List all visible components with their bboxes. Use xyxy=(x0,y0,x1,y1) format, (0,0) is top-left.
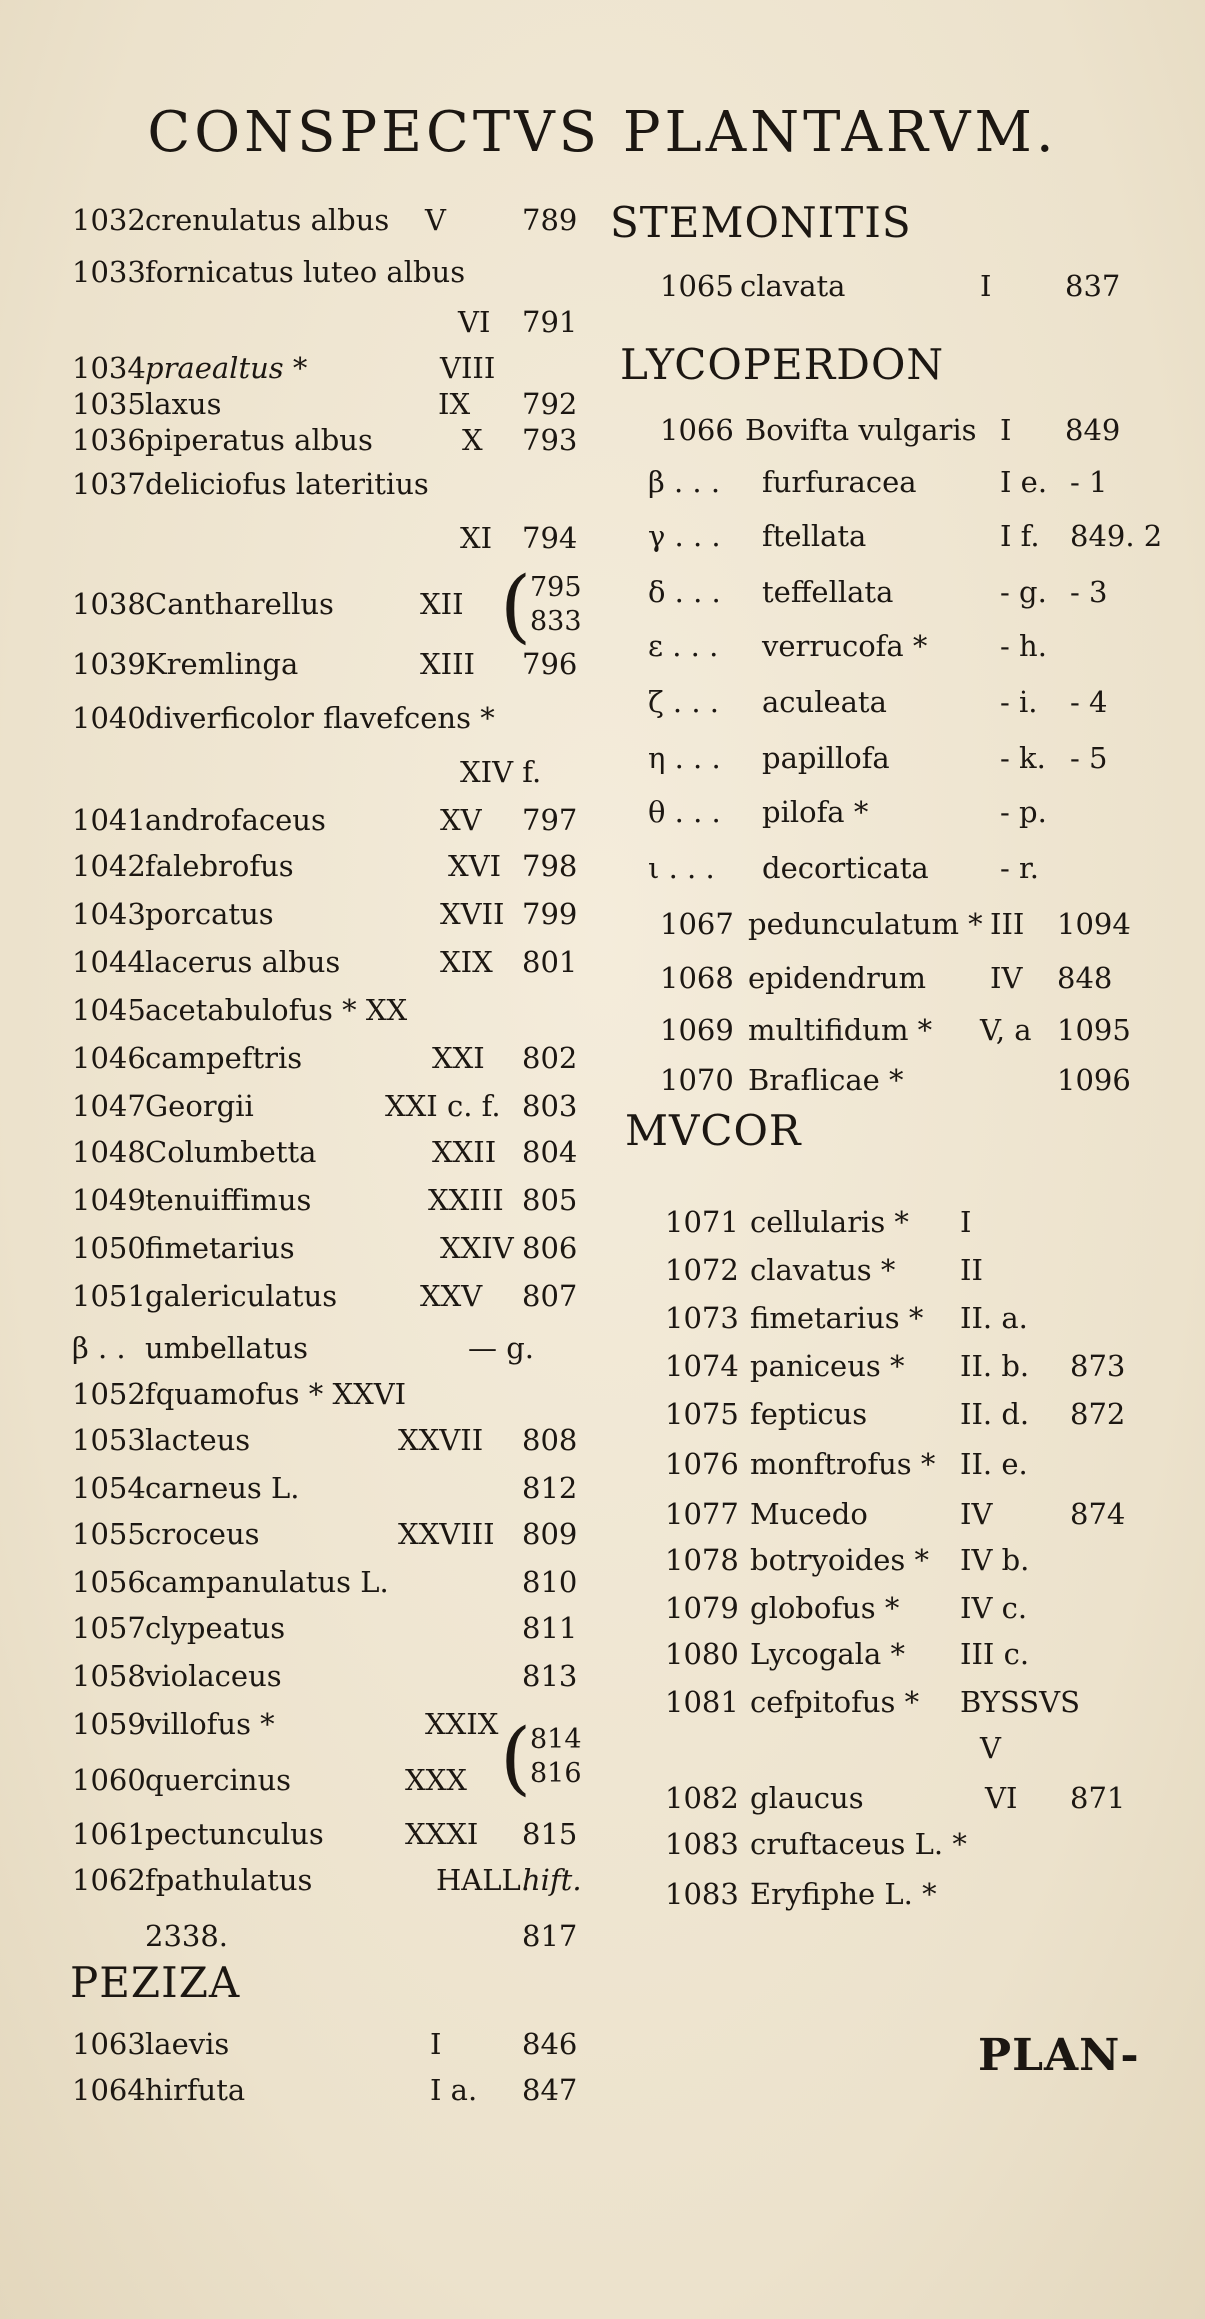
entry-plate: XXVIII xyxy=(398,1517,495,1551)
entry-page: 813 xyxy=(522,1659,578,1693)
entry-name: carneus L. xyxy=(145,1471,300,1505)
entry-plate: BYSSVS xyxy=(960,1685,1080,1719)
entry-number: ι . . . xyxy=(648,851,715,885)
catalog-entry xyxy=(0,1916,600,1956)
brace-glyph: ( xyxy=(500,559,532,652)
entry-page: 837 xyxy=(1065,269,1121,303)
catalog-entry xyxy=(0,1420,600,1460)
entry-name: crenulatus albus xyxy=(145,203,390,237)
catalog-entry xyxy=(600,1728,1205,1768)
entry-number: 1040 xyxy=(72,701,146,735)
entry-number: ζ . . . xyxy=(648,685,720,719)
entry-plate: V, a xyxy=(980,1013,1032,1047)
entry-name: clypeatus xyxy=(145,1611,286,1645)
entry-plate: XXIII xyxy=(428,1183,504,1217)
entry-number: 1076 xyxy=(665,1447,739,1481)
entry-plate: I xyxy=(960,1205,972,1239)
entry-name: androfaceus xyxy=(145,803,326,837)
entry-plate: II xyxy=(960,1253,983,1287)
entry-page: hift. xyxy=(522,1863,582,1897)
catalog-entry xyxy=(0,990,600,1030)
entry-plate: IV c. xyxy=(960,1591,1028,1625)
entry-plate: X xyxy=(462,423,483,457)
entry-page: 811 xyxy=(522,1611,578,1645)
entry-page: 817 xyxy=(522,1919,578,1953)
entry-number: 1062 xyxy=(72,1863,146,1897)
entry-plate: IV xyxy=(990,961,1023,995)
entry-number: 1055 xyxy=(72,1517,146,1551)
entry-number: 1081 xyxy=(665,1685,739,1719)
entry-number: 1083 xyxy=(665,1827,739,1861)
entry-page: 805 xyxy=(522,1183,578,1217)
entry-number: 1080 xyxy=(665,1637,739,1671)
catalog-entry xyxy=(600,1250,1205,1290)
entry-page: 1096 xyxy=(1057,1063,1131,1097)
entry-number: 1045 xyxy=(72,993,146,1027)
entry-name: falebrofus xyxy=(145,849,294,883)
entry-name: Bovifta vulgaris xyxy=(745,413,977,447)
catalog-entry xyxy=(0,1562,600,1602)
entry-page: 792 xyxy=(522,387,578,421)
entry-page: 848 xyxy=(1057,961,1113,995)
catalog-entry xyxy=(0,1276,600,1316)
entry-plate: XXX xyxy=(405,1763,467,1797)
catalog-entry xyxy=(0,384,600,424)
entry-page: 873 xyxy=(1070,1349,1126,1383)
entry-plate: I xyxy=(430,2027,442,2061)
entry-plate: I a. xyxy=(430,2073,478,2107)
entry-plate: I e. xyxy=(1000,465,1048,499)
entry-plate: XXVII xyxy=(398,1423,484,1457)
catalog-entry xyxy=(0,1038,600,1078)
entry-plate: XXIV xyxy=(440,1231,514,1265)
entry-name: piperatus albus xyxy=(145,423,373,457)
brace-bottom-page: 816 xyxy=(530,1758,582,1789)
entry-number: 1077 xyxy=(665,1497,739,1531)
entry-number: 1032 xyxy=(72,203,146,237)
entry-plate: - g. xyxy=(1000,575,1047,609)
catalog-entry xyxy=(600,904,1205,944)
entry-plate: XII xyxy=(420,587,464,621)
entry-page: 802 xyxy=(522,1041,578,1075)
entry-number: 1035 xyxy=(72,387,146,421)
catalog-entry xyxy=(600,1394,1205,1434)
entry-number: 1041 xyxy=(72,803,146,837)
catalog-entry xyxy=(0,1860,600,1900)
entry-page: 794 xyxy=(522,521,578,555)
entry-name: clavata xyxy=(740,269,846,303)
entry-number: 1049 xyxy=(72,1183,146,1217)
entry-plate: IV b. xyxy=(960,1543,1030,1577)
catalog-entry xyxy=(600,1346,1205,1386)
entry-page: 799 xyxy=(522,897,578,931)
catalog-entry xyxy=(0,1468,600,1508)
entry-number: 1051 xyxy=(72,1279,146,1313)
entry-name: multifidum * xyxy=(748,1013,933,1047)
entry-number: 1057 xyxy=(72,1611,146,1645)
entry-plate: XXIX xyxy=(425,1707,499,1741)
entry-page: 872 xyxy=(1070,1397,1126,1431)
entry-page: 797 xyxy=(522,803,578,837)
entry-name: fepticus xyxy=(750,1397,868,1431)
entry-number: 1042 xyxy=(72,849,146,883)
catalog-entry xyxy=(0,302,600,342)
entry-number: β . . xyxy=(72,1331,126,1365)
entry-page: 815 xyxy=(522,1817,578,1851)
brace-top-page: 814 xyxy=(530,1724,582,1755)
entry-plate: V xyxy=(980,1731,1001,1765)
entry-name: verrucofa * xyxy=(762,629,928,663)
catalog-entry xyxy=(600,462,1205,502)
brace-top-page: 795 xyxy=(530,572,582,603)
entry-number: γ . . . xyxy=(648,519,721,553)
entry-number: 1034 xyxy=(72,351,146,385)
catalog-entry xyxy=(0,464,600,504)
entry-plate: I xyxy=(1000,413,1012,447)
entry-number: 1043 xyxy=(72,897,146,931)
entry-number: 1067 xyxy=(660,907,734,941)
entry-plate: IX xyxy=(438,387,471,421)
entry-name: Braflicae * xyxy=(748,1063,904,1097)
catalog-entry xyxy=(600,1202,1205,1242)
entry-plate: XIII xyxy=(420,647,476,681)
entry-page: 874 xyxy=(1070,1497,1126,1531)
entry-name: porcatus xyxy=(145,897,274,931)
entry-number: 1071 xyxy=(665,1205,739,1239)
genus-heading-peziza: PEZIZA xyxy=(70,1958,241,2007)
entry-plate: III c. xyxy=(960,1637,1030,1671)
entry-plate: IV xyxy=(960,1497,993,1531)
entry-name: quercinus xyxy=(145,1763,292,1797)
entry-name: teffellata xyxy=(762,575,894,609)
genus-heading-lycoperdon: LYCOPERDON xyxy=(620,340,945,389)
entry-page: - 3 xyxy=(1070,575,1108,609)
catalog-entry xyxy=(0,252,600,292)
brace-bottom-page: 833 xyxy=(530,606,582,637)
catalog-entry xyxy=(600,572,1205,612)
entry-number: 1058 xyxy=(72,1659,146,1693)
entry-number: 1039 xyxy=(72,647,146,681)
entry-number: η . . . xyxy=(648,741,721,775)
entry-number: 1054 xyxy=(72,1471,146,1505)
entry-number: θ . . . xyxy=(648,795,721,829)
entry-page: 803 xyxy=(522,1089,578,1123)
catalog-entry xyxy=(600,1444,1205,1484)
entry-name: Columbetta xyxy=(145,1135,317,1169)
catalog-entry xyxy=(600,958,1205,998)
entry-plate: II. e. xyxy=(960,1447,1028,1481)
entry-name: Lycogala * xyxy=(750,1637,905,1671)
catalog-entry xyxy=(600,792,1205,832)
entry-name: fimetarius * xyxy=(750,1301,924,1335)
entry-number: 1061 xyxy=(72,1817,146,1851)
entry-plate: XVI xyxy=(448,849,502,883)
entry-name: papillofa xyxy=(762,741,890,775)
entry-plate: III xyxy=(990,907,1025,941)
entry-name: campeftris xyxy=(145,1041,303,1075)
entry-page: 793 xyxy=(522,423,578,457)
catalog-entry xyxy=(600,1060,1205,1100)
entry-name: aculeata xyxy=(762,685,887,719)
entry-name: 2338. xyxy=(145,1919,229,1953)
entry-name: monftrofus * xyxy=(750,1447,936,1481)
entry-page: - 5 xyxy=(1070,741,1108,775)
catalog-entry xyxy=(0,1086,600,1126)
entry-name: Eryfiphe L. * xyxy=(750,1877,937,1911)
entry-number: 1036 xyxy=(72,423,146,457)
catalog-entry xyxy=(0,1814,600,1854)
entry-name: botryoides * xyxy=(750,1543,929,1577)
entry-plate: XXI c. f. xyxy=(385,1089,501,1123)
entry-name: laevis xyxy=(145,2027,230,2061)
catalog-entry xyxy=(0,1374,600,1414)
catalog-entry xyxy=(0,1656,600,1696)
catalog-entry xyxy=(0,1328,600,1368)
entry-page: 849. 2 xyxy=(1070,519,1163,553)
entry-number: 1073 xyxy=(665,1301,739,1335)
entry-plate: VI xyxy=(458,305,491,339)
entry-number: 1074 xyxy=(665,1349,739,1383)
catalog-entry xyxy=(0,894,600,934)
entry-name: fquamofus * XXVI xyxy=(145,1377,407,1411)
entry-number: 1065 xyxy=(660,269,734,303)
entry-name: epidendrum xyxy=(748,961,927,995)
entry-plate: - r. xyxy=(1000,851,1039,885)
entry-plate: XXXI xyxy=(405,1817,479,1851)
entry-name: Kremlinga xyxy=(145,647,299,681)
entry-number: 1059 xyxy=(72,1707,146,1741)
entry-number: 1038 xyxy=(72,587,146,621)
catalog-entry xyxy=(600,1588,1205,1628)
catalog-entry xyxy=(600,266,1205,306)
entry-page: 791 xyxy=(522,305,578,339)
entry-name: cellularis * xyxy=(750,1205,909,1239)
entry-name: villofus * xyxy=(145,1707,275,1741)
entry-name: fpathulatus xyxy=(145,1863,313,1897)
entry-number: β . . . xyxy=(648,465,721,499)
entry-number: 1050 xyxy=(72,1231,146,1265)
entry-name: cruftaceus L. * xyxy=(750,1827,967,1861)
entry-number: ε . . . xyxy=(648,629,719,663)
entry-name: campanulatus L. xyxy=(145,1565,389,1599)
entry-plate: - k. xyxy=(1000,741,1046,775)
entry-plate: - p. xyxy=(1000,795,1047,829)
catalog-entry xyxy=(600,1010,1205,1050)
entry-name: Cantharellus xyxy=(145,587,334,621)
catalog-entry xyxy=(0,942,600,982)
entry-plate: I f. xyxy=(1000,519,1040,553)
entry-page: 789 xyxy=(522,203,578,237)
entry-number: 1079 xyxy=(665,1591,739,1625)
page-title: CONSPECTVS PLANTARVM. xyxy=(147,100,1058,165)
entry-number: 1060 xyxy=(72,1763,146,1797)
entry-plate: II. d. xyxy=(960,1397,1030,1431)
entry-name: tenuiffimus xyxy=(145,1183,312,1217)
catalog-entry xyxy=(0,1608,600,1648)
catalog-entry xyxy=(0,800,600,840)
entry-name: lacerus albus xyxy=(145,945,341,979)
brace-glyph: ( xyxy=(500,1711,532,1804)
catalog-entry xyxy=(0,1180,600,1220)
entry-number: 1063 xyxy=(72,2027,146,2061)
entry-plate: XI xyxy=(460,521,493,555)
entry-number: 1047 xyxy=(72,1089,146,1123)
entry-name: fornicatus luteo albus xyxy=(145,255,466,289)
entry-plate: V xyxy=(425,203,446,237)
catalog-entry xyxy=(600,738,1205,778)
entry-page: 846 xyxy=(522,2027,578,2061)
catalog-entry xyxy=(600,1778,1205,1818)
entry-page: 810 xyxy=(522,1565,578,1599)
entry-name: pedunculatum * xyxy=(748,907,983,941)
catalog-entry xyxy=(0,518,600,558)
entry-plate: XXV xyxy=(420,1279,483,1313)
entry-number: 1033 xyxy=(72,255,146,289)
entry-page: 807 xyxy=(522,1279,578,1313)
entry-number: 1052 xyxy=(72,1377,146,1411)
entry-name: paniceus * xyxy=(750,1349,905,1383)
catalog-entry xyxy=(0,846,600,886)
catalog-entry xyxy=(600,1824,1205,1864)
entry-number: δ . . . xyxy=(648,575,721,609)
entry-number: 1069 xyxy=(660,1013,734,1047)
entry-number: 1072 xyxy=(665,1253,739,1287)
catalog-entry xyxy=(0,2024,600,2064)
entry-name: acetabulofus * XX xyxy=(145,993,408,1027)
entry-name: decorticata xyxy=(762,851,929,885)
entry-plate: XIX xyxy=(440,945,493,979)
entry-page: 849 xyxy=(1065,413,1121,447)
entry-number: 1070 xyxy=(660,1063,734,1097)
entry-page: 806 xyxy=(522,1231,578,1265)
catalog-entry xyxy=(600,1682,1205,1722)
entry-number: 1066 xyxy=(660,413,734,447)
entry-plate: VIII xyxy=(440,351,496,385)
entry-page: 809 xyxy=(522,1517,578,1551)
entry-number: 1075 xyxy=(665,1397,739,1431)
entry-number: 1053 xyxy=(72,1423,146,1457)
entry-name: umbellatus xyxy=(145,1331,308,1365)
entry-name: galericulatus xyxy=(145,1279,338,1313)
catalog-entry xyxy=(600,1494,1205,1534)
entry-plate: HALL. xyxy=(436,1863,530,1897)
entry-plate: II. a. xyxy=(960,1301,1028,1335)
catalog-entry xyxy=(600,1540,1205,1580)
entry-number: 1046 xyxy=(72,1041,146,1075)
entry-name: globofus * xyxy=(750,1591,900,1625)
catalog-entry xyxy=(0,1132,600,1172)
entry-number: 1037 xyxy=(72,467,146,501)
entry-number: 1048 xyxy=(72,1135,146,1169)
catalog-entry xyxy=(0,348,600,388)
entry-number: 1083 xyxy=(665,1877,739,1911)
entry-number: 1068 xyxy=(660,961,734,995)
entry-page: 801 xyxy=(522,945,578,979)
entry-page: - 1 xyxy=(1070,465,1108,499)
entry-name: cefpitofus * xyxy=(750,1685,920,1719)
entry-page: 1094 xyxy=(1057,907,1131,941)
entry-name: laxus xyxy=(145,387,222,421)
entry-plate: XIV f. xyxy=(460,755,542,789)
entry-page: 812 xyxy=(522,1471,578,1505)
catalog-entry xyxy=(0,698,600,738)
entry-name: hirfuta xyxy=(145,2073,246,2107)
catalog-entry xyxy=(0,200,600,240)
entry-plate: XXI xyxy=(432,1041,485,1075)
catalog-entry xyxy=(600,410,1205,450)
entry-number: 1082 xyxy=(665,1781,739,1815)
entry-plate: II. b. xyxy=(960,1349,1030,1383)
catalog-entry xyxy=(600,1874,1205,1914)
catalog-entry xyxy=(600,848,1205,888)
entry-page: 847 xyxy=(522,2073,578,2107)
catalog-entry xyxy=(0,752,600,792)
entry-name: furfuracea xyxy=(762,465,917,499)
entry-page: 808 xyxy=(522,1423,578,1457)
entry-number: 1056 xyxy=(72,1565,146,1599)
entry-name: Mucedo xyxy=(750,1497,868,1531)
catalog-entry xyxy=(0,1514,600,1554)
entry-plate: — g. xyxy=(468,1331,535,1365)
entry-name: deliciofus lateritius xyxy=(145,467,429,501)
entry-name: lacteus xyxy=(145,1423,251,1457)
entry-plate: XV xyxy=(440,803,482,837)
entry-name: diverficolor flavefcens * xyxy=(145,701,495,735)
catchword: PLAN- xyxy=(978,2030,1140,2081)
catalog-entry xyxy=(600,1298,1205,1338)
catalog-entry xyxy=(600,516,1205,556)
entry-plate: XVII xyxy=(440,897,505,931)
entry-plate: XXII xyxy=(432,1135,497,1169)
entry-page: 798 xyxy=(522,849,578,883)
catalog-entry xyxy=(0,1228,600,1268)
entry-name: clavatus * xyxy=(750,1253,896,1287)
entry-page: - 4 xyxy=(1070,685,1108,719)
entry-name: glaucus xyxy=(750,1781,864,1815)
catalog-entry xyxy=(0,2070,600,2110)
catalog-entry xyxy=(600,626,1205,666)
entry-plate: - h. xyxy=(1000,629,1047,663)
entry-name: pectunculus xyxy=(145,1817,324,1851)
entry-name: fimetarius xyxy=(145,1231,295,1265)
entry-name: Georgii xyxy=(145,1089,254,1123)
genus-heading-mucor: MVCOR xyxy=(625,1106,802,1155)
entry-plate: I xyxy=(980,269,992,303)
catalog-entry xyxy=(0,420,600,460)
entry-number: 1064 xyxy=(72,2073,146,2107)
entry-name: ftellata xyxy=(762,519,867,553)
entry-page: 804 xyxy=(522,1135,578,1169)
entry-name: pilofa * xyxy=(762,795,869,829)
genus-heading-stemonitis: STEMONITIS xyxy=(610,198,912,247)
entry-name: praealtus * xyxy=(145,351,308,385)
catalog-entry xyxy=(600,682,1205,722)
entry-number: 1044 xyxy=(72,945,146,979)
entry-number: 1078 xyxy=(665,1543,739,1577)
catalog-entry xyxy=(600,1634,1205,1674)
entry-page: 796 xyxy=(522,647,578,681)
entry-plate: VI xyxy=(985,1781,1018,1815)
entry-page: 871 xyxy=(1070,1781,1126,1815)
entry-page: 1095 xyxy=(1057,1013,1131,1047)
entry-plate: - i. xyxy=(1000,685,1038,719)
entry-name: violaceus xyxy=(145,1659,282,1693)
entry-name: croceus xyxy=(145,1517,260,1551)
